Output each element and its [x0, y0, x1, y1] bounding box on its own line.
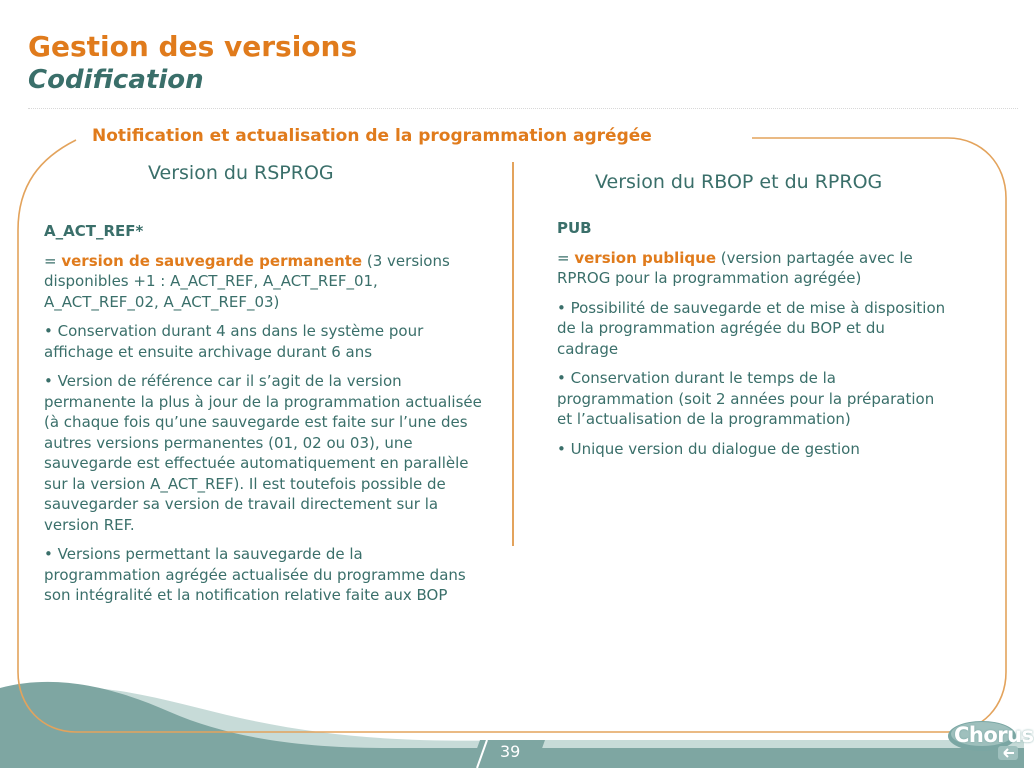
left-def-prefix: = [44, 251, 62, 270]
right-bullet: • Possibilité de sauvegarde et de mise à disposition de la programmation agrégée du BOP et du cadrage [557, 298, 946, 358]
column-divider [512, 162, 514, 546]
left-bullet: • Versions permettant la sauvegarde de la programmation agrégée actualisée du programme dans son intégralité et la notification relative faite aux BOP [44, 545, 466, 604]
right-code: PUB [557, 219, 592, 237]
right-definition [557, 248, 949, 289]
left-bullet: • Conservation durant 4 ans dans le système pour affichage et ensuite archivage durant 6 ans [44, 322, 424, 361]
logo-text: Chorus [954, 723, 1034, 747]
header-divider [28, 108, 1018, 109]
chorus-logo [946, 712, 1034, 764]
left-code: A_ACT_REF* [44, 222, 144, 240]
left-column [44, 221, 484, 615]
right-def-rest: (version partagée avec le RPROG pour la programmation agrégée) [557, 248, 913, 287]
left-column-heading: Version du RSPROG [148, 162, 334, 184]
page-title: Gestion des versions [28, 30, 358, 63]
right-bullet: • Conservation durant le temps de la programmation (soit 2 années pour la préparation et l’actualisation de la programmation) [557, 369, 935, 428]
left-def-rest: (3 versions disponibles +1 : A_ACT_REF, A_ACT_REF_01, A_ACT_REF_02, A_ACT_REF_03) [44, 251, 450, 311]
left-bullet: • Version de référence car il s’agit de la version permanente la plus à jour de la programmation actualisée (à chaque fois qu’une sauvegarde est faite sur l’une des autres versions permanentes (01, 02 ou 03), une sauvegarde est effectuée automatiquement en parallèle sur la version A_ACT_REF). Il est toutefois possible de sauvegarder sa version de travail directement sur la version REF. [44, 372, 482, 534]
right-def-highlight: version publique [574, 248, 716, 267]
page-number: 39 [500, 742, 521, 761]
page-subtitle: Codification [28, 65, 204, 95]
right-bullet: • Unique version du dialogue de gestion [557, 439, 860, 458]
left-def-highlight: version de sauvegarde permanente [61, 251, 363, 270]
right-column [557, 218, 949, 468]
right-column-heading: Version du RBOP et du RPROG [595, 171, 883, 193]
left-definition [44, 251, 484, 313]
section-title: Notification et actualisation de la programmation agrégée [88, 125, 656, 147]
right-def-prefix: = [557, 248, 575, 267]
